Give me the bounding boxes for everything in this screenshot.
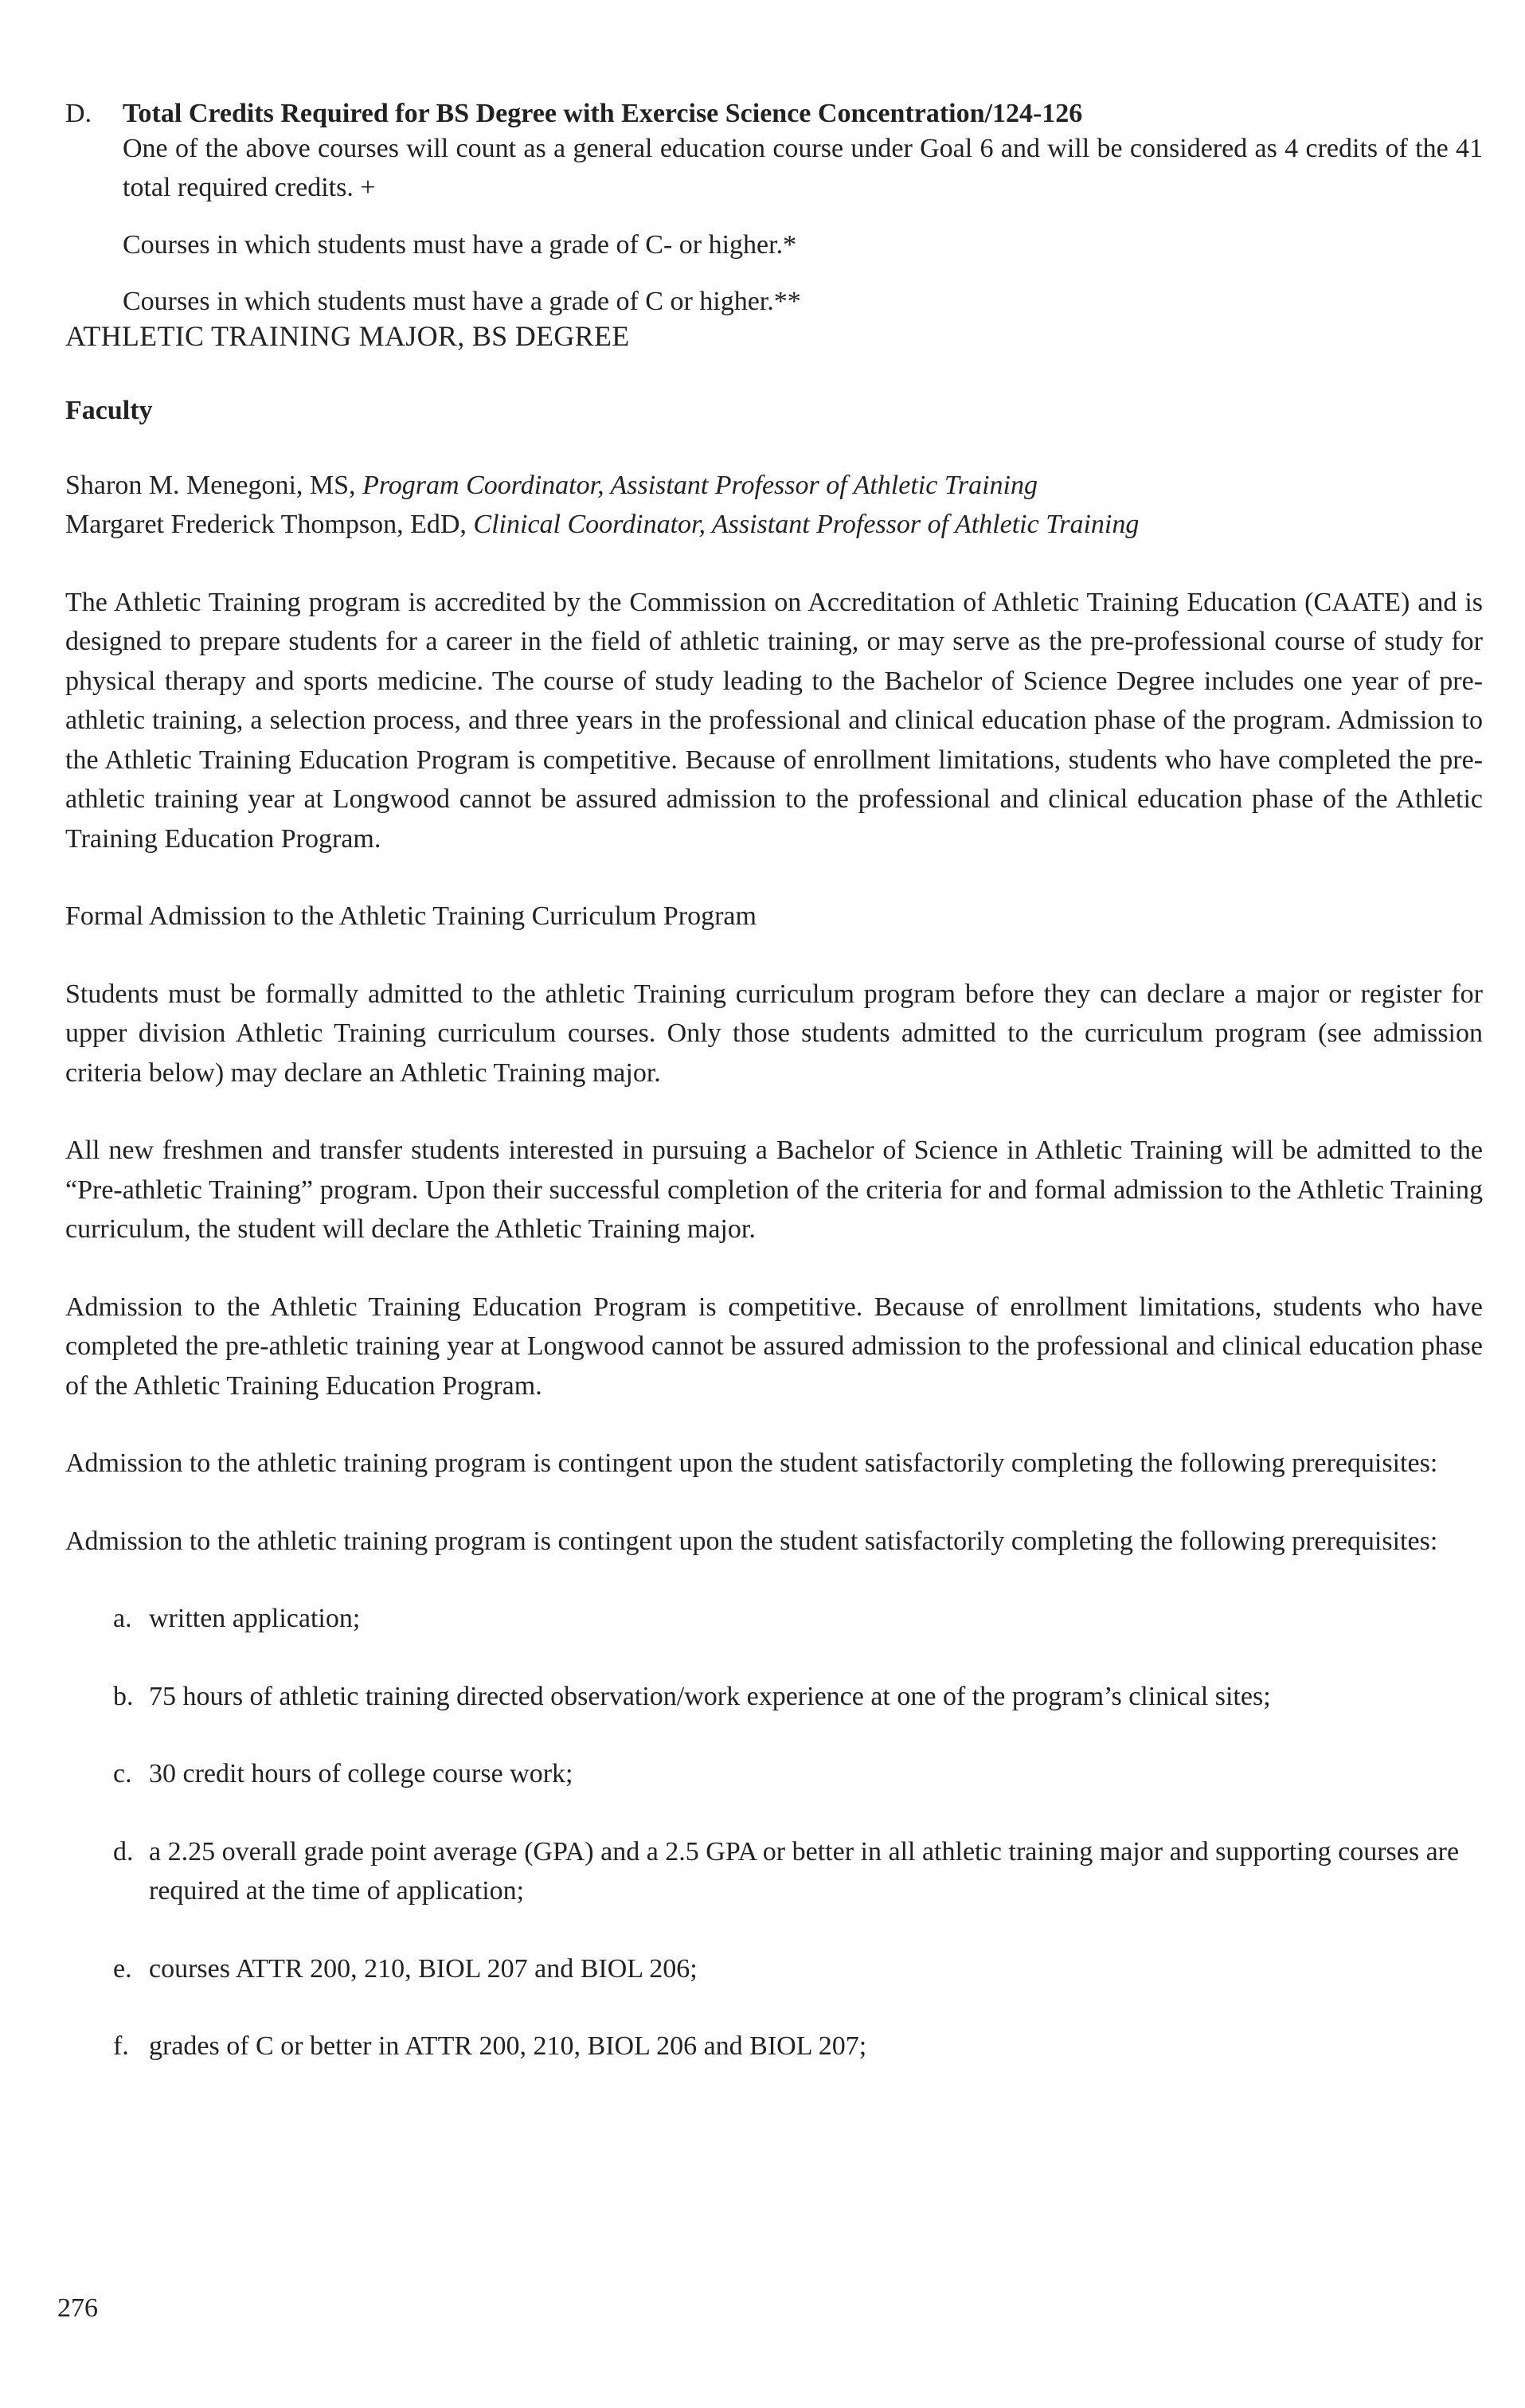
list-text: 75 hours of athletic training directed observation/work experience at one of the program’s clinical sites; — [149, 1681, 1271, 1711]
faculty-member — [65, 505, 1483, 545]
list-text: grades of C or better in ATTR 200, 210, BIOL 206 and BIOL 207; — [149, 2031, 867, 2061]
freshmen-paragraph: All new freshmen and transfer students interested in pursuing a Bachelor of Science in Athletic Training will be admitted to the “Pre-athletic Training” program. Upon their successful completion of the criteria for and formal admission to the Athletic Training curriculum, the student will declare the Athletic Training major. — [65, 1136, 1483, 1244]
list-text: 30 credit hours of college course work; — [149, 1759, 573, 1788]
page-number: 276 — [57, 2293, 98, 2323]
section-d-title: Total Credits Required for BS Degree with Exercise Science Concentration/124-126 — [123, 99, 1083, 128]
formal-admission-heading: Formal Admission to the Athletic Training Curriculum Program — [65, 901, 757, 931]
list-marker: f. — [113, 2031, 129, 2061]
list-item — [113, 1754, 1483, 1794]
list-marker: a. — [113, 1604, 132, 1633]
contingent-paragraph: Admission to the athletic training program is contingent upon the student satisfactorily completing the following prerequisites: — [65, 1448, 1438, 1478]
faculty-member-title: Clinical Coordinator, Assistant Professor of Athletic Training — [473, 510, 1140, 539]
list-marker: d. — [113, 1836, 134, 1867]
list-marker: e. — [113, 1953, 132, 1984]
faculty-member — [65, 466, 1483, 506]
document-page — [65, 94, 1483, 2066]
faculty-member-title: Program Coordinator, Assistant Professor of Athletic Training — [362, 470, 1038, 500]
list-item — [113, 1949, 1483, 1989]
list-item — [113, 2027, 1483, 2066]
list-item — [113, 1599, 1483, 1639]
major-title: ATHLETIC TRAINING MAJOR, BS DEGREE — [65, 319, 630, 352]
prerequisite-list — [65, 1599, 1483, 2066]
section-d-note-c-minus: Courses in which students must have a grade of C- or higher.* — [123, 229, 797, 260]
faculty-member-name: Margaret Frederick Thompson, EdD, — [65, 510, 467, 539]
faculty-member-name: Sharon M. Menegoni, MS, — [65, 470, 356, 500]
competitive-paragraph: Admission to the Athletic Training Education Program is competitive. Because of enrollment limitations, students who have completed the pre-athletic training year at Longwood cannot be assured admission to the professional and clinical education phase of the Athletic Training Education Program. — [65, 1292, 1483, 1401]
contingent-paragraph-repeat: Admission to the athletic training program is contingent upon the student satisfactorily completing the following prerequisites: — [65, 1526, 1438, 1556]
list-marker: c. — [113, 1759, 132, 1788]
section-d-heading — [65, 94, 1483, 134]
list-marker: b. — [113, 1681, 134, 1711]
intro-paragraph: The Athletic Training program is accredited by the Commission on Accreditation of Athletic Training Education (CAATE) and is designed to prepare students for a career in the field of athletic training, or may serve as the pre-professional course of study for physical therapy and sports medicine. The course of study leading to the Bachelor of Science Degree includes one year of pre-athletic training, a selection process, and three years in the professional and clinical education phase of the program. Admission to the Athletic Training Education Program is competitive. Because of enrollment limitations, students who have completed the pre-athletic training year at Longwood cannot be assured admission to the professional and clinical education phase of the Athletic Training Education Program. — [65, 587, 1483, 854]
faculty-heading: Faculty — [65, 396, 153, 425]
section-letter: D. — [65, 99, 92, 128]
list-item — [113, 1832, 1483, 1911]
section-d-note-general-education: One of the above courses will count as a general education course under Goal 6 and will be considered as 4 credits of the 41 total required credits. + — [123, 133, 1483, 202]
list-text: written application; — [149, 1604, 361, 1633]
list-text: courses ATTR 200, 210, BIOL 207 and BIOL 206; — [149, 1953, 698, 1984]
list-item — [113, 1677, 1483, 1717]
section-d-note-c: Courses in which students must have a grade of C or higher.** — [123, 287, 801, 316]
formal-admission-paragraph: Students must be formally admitted to the athletic Training curriculum program before they can declare a major or register for upper division Athletic Training curriculum courses. Only those students admitted to the curriculum program (see admission criteria below) may declare an Athletic Training major. — [65, 979, 1483, 1088]
list-text: a 2.25 overall grade point average (GPA) and a 2.5 GPA or better in all athletic training major and supporting courses are required at the time of application; — [149, 1836, 1460, 1906]
